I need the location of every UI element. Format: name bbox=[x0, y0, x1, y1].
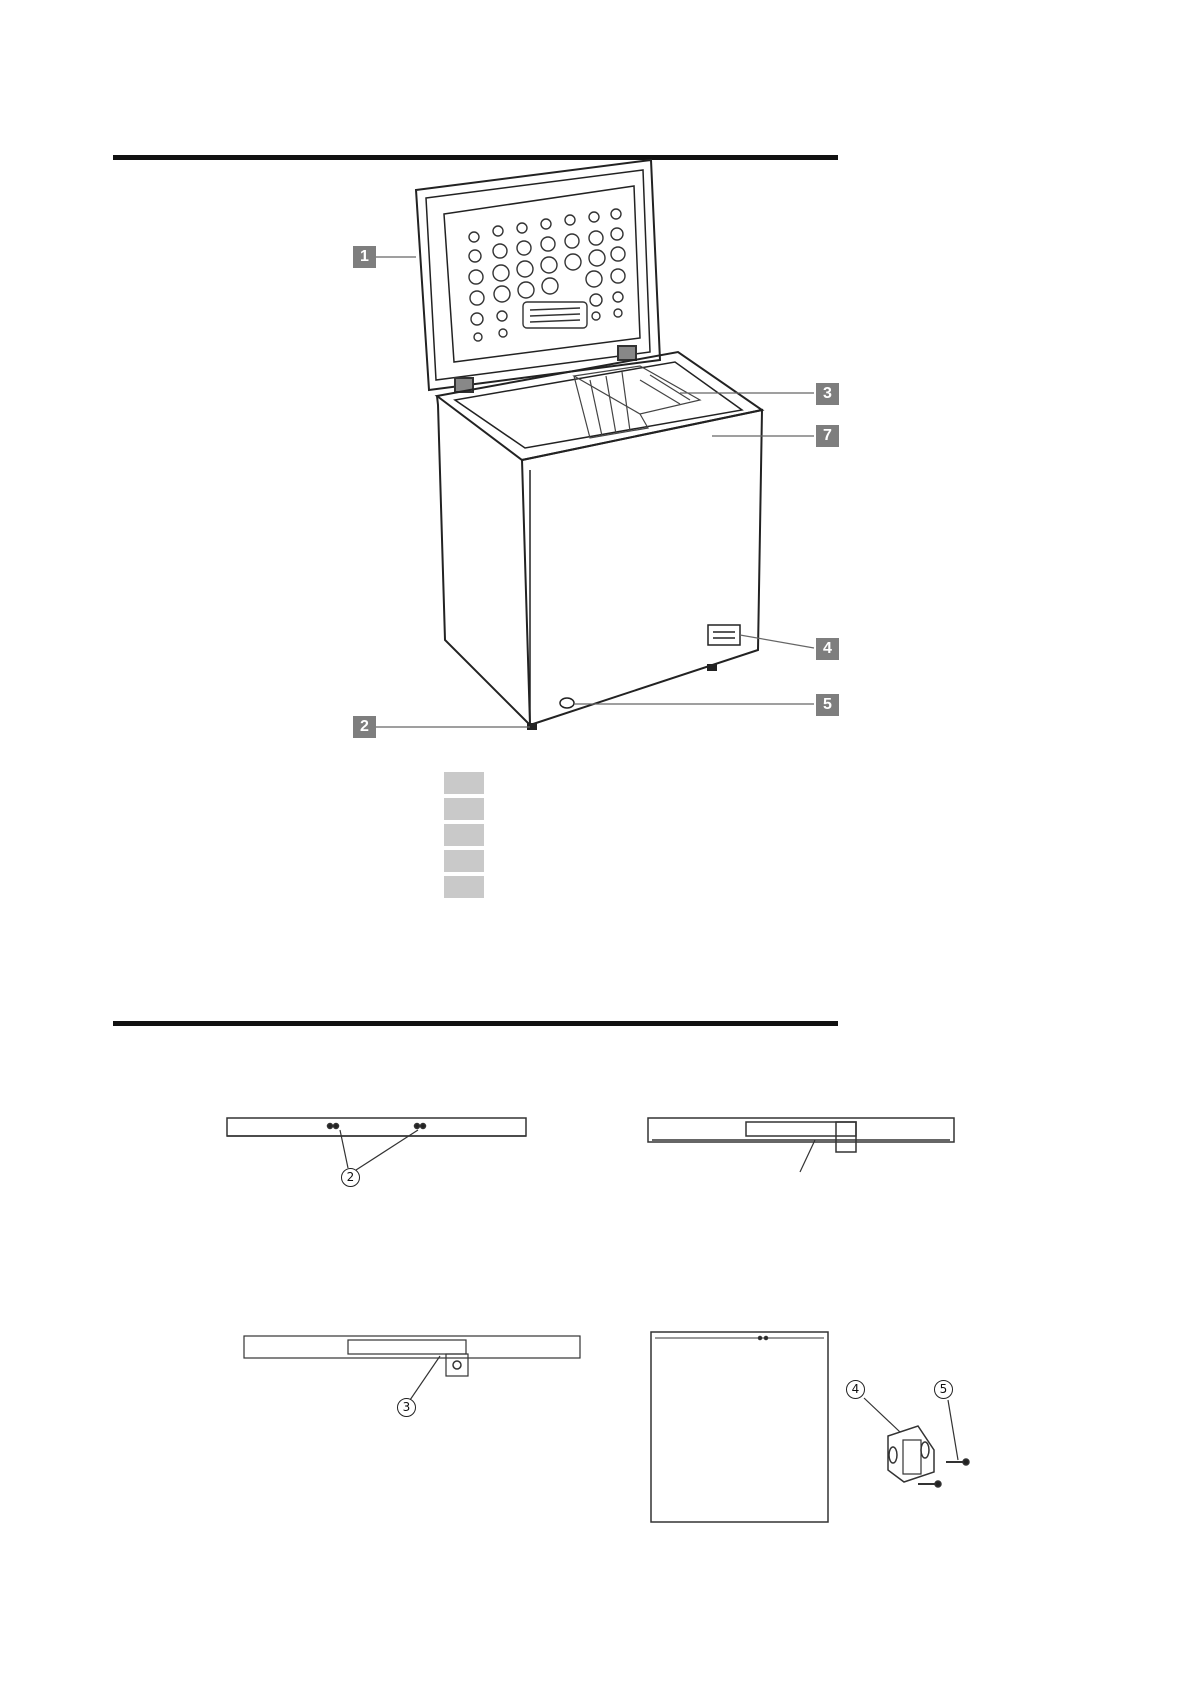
part-label-3: 3 bbox=[397, 1398, 416, 1417]
part-label-4: 4 bbox=[846, 1380, 865, 1399]
part-label-2: 2 bbox=[341, 1168, 360, 1187]
key-box-3 bbox=[444, 824, 484, 846]
key-box-1 bbox=[444, 772, 484, 794]
key-box-2 bbox=[444, 798, 484, 820]
callout-4: 4 bbox=[816, 638, 839, 660]
callout-2: 2 bbox=[353, 716, 376, 738]
callout-7: 7 bbox=[816, 425, 839, 447]
callout-1: 1 bbox=[353, 246, 376, 268]
part-label-5: 5 bbox=[934, 1380, 953, 1399]
key-box-4 bbox=[444, 850, 484, 872]
key-box-5 bbox=[444, 876, 484, 898]
callout-5: 5 bbox=[816, 694, 839, 716]
callout-3: 3 bbox=[816, 383, 839, 405]
